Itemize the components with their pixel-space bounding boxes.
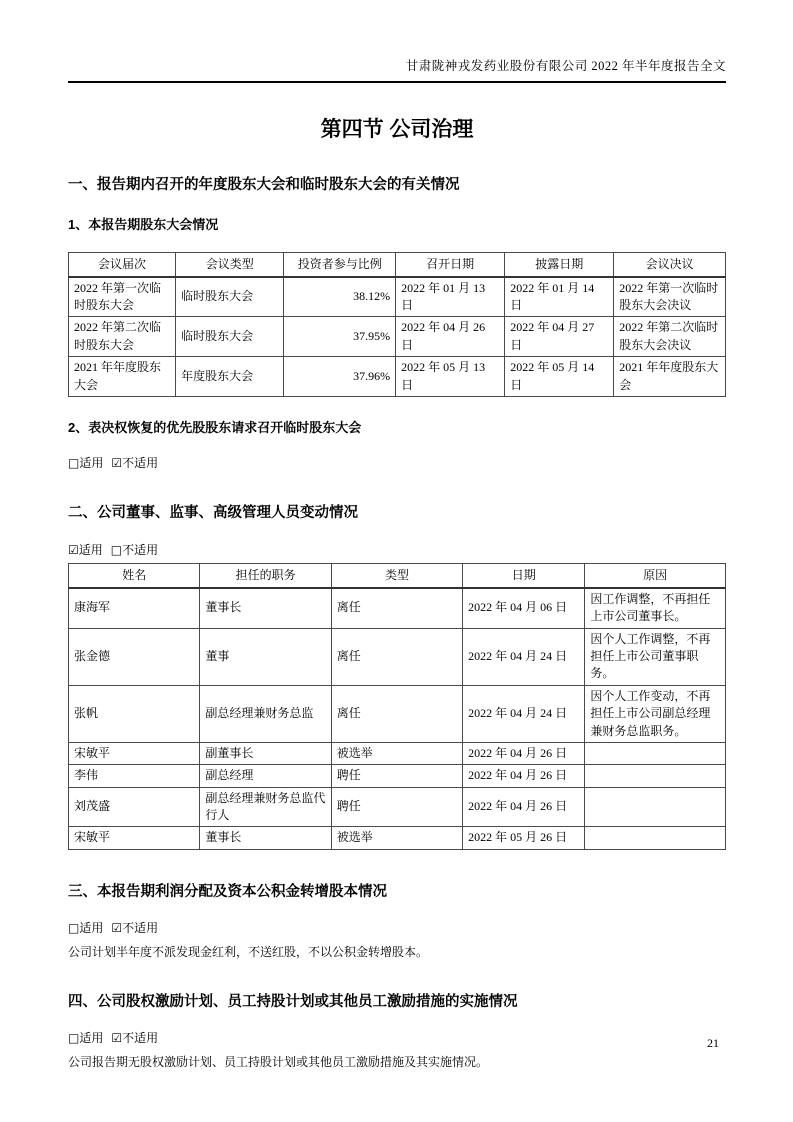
table-cell: 离任 (331, 588, 462, 628)
table-cell: 37.96% (284, 357, 396, 397)
page-number: 21 (707, 1036, 719, 1050)
checkbox-checked-icon: ☑ (68, 543, 79, 558)
table-cell: 2022 年第一次临时股东大会决议 (614, 277, 726, 317)
management-changes-table (68, 563, 726, 850)
table-cell: 2022 年 04 月 26 日 (463, 765, 585, 787)
table-cell: 董事长 (200, 588, 331, 628)
table-row (69, 588, 726, 628)
table-row (69, 787, 726, 827)
table-cell: 因工作调整，不再担任上市公司董事长。 (585, 588, 726, 628)
section-heading-3: 三、本报告期利润分配及资本公积金转增股本情况 (68, 883, 387, 900)
table-cell: 张帆 (69, 685, 200, 742)
table-cell (585, 827, 726, 849)
table-cell: 2022 年 05 月 14 日 (505, 357, 614, 397)
report-header: 甘肃陇神戎发药业股份有限公司 2022 年半年度报告全文 (68, 56, 726, 83)
table-cell: 离任 (331, 685, 462, 742)
checkbox-unchecked-icon: □ (110, 543, 123, 558)
not-applicable-label: 不适用 (122, 543, 159, 558)
col-header: 投资者参与比例 (284, 253, 396, 277)
col-header: 原因 (585, 564, 726, 588)
subsection-heading-1-1: 1、本报告期股东大会情况 (68, 217, 219, 232)
section-heading-4: 四、公司股权激励计划、员工持股计划或其他员工激励措施的实施情况 (68, 993, 518, 1010)
applicability-line (68, 541, 726, 558)
note-text: 公司计划半年度不派发现金红利，不送红股，不以公积金转增股本。 (68, 944, 429, 959)
table-cell: 因个人工作调整，不再担任上市公司董事职务。 (585, 628, 726, 685)
table-cell: 临时股东大会 (176, 317, 284, 357)
table-cell: 因个人工作变动，不再担任上市公司副总经理兼财务总监职务。 (585, 685, 726, 742)
table-cell: 临时股东大会 (176, 277, 284, 317)
table-cell: 2022 年 04 月 24 日 (463, 685, 585, 742)
checkbox-checked-icon: ☑ (111, 1030, 123, 1045)
shareholder-meetings-table (68, 252, 726, 397)
col-header: 会议决议 (614, 253, 726, 277)
table-row (69, 357, 726, 397)
table-cell: 2021 年年度股东大会 (614, 357, 726, 397)
col-header: 会议届次 (69, 253, 176, 277)
table-cell: 2022 年 04 月 26 日 (463, 742, 585, 764)
table-cell: 副总经理兼财务总监 (200, 685, 331, 742)
table-cell: 年度股东大会 (176, 357, 284, 397)
table-cell (585, 742, 726, 764)
table-row (69, 685, 726, 742)
not-applicable-label: 不适用 (122, 456, 159, 471)
table-cell: 2022 年 04 月 26 日 (463, 787, 585, 827)
table-row (69, 742, 726, 764)
table-cell (585, 765, 726, 787)
table-cell: 刘茂盛 (69, 787, 200, 827)
table-cell: 2022 年 04 月 24 日 (463, 628, 585, 685)
table-cell: 2021 年年度股东大会 (69, 357, 176, 397)
col-header: 召开日期 (396, 253, 505, 277)
page-title: 第四节 公司治理 (320, 118, 474, 141)
table-row (69, 277, 726, 317)
col-header: 日期 (463, 564, 585, 588)
note-text: 公司报告期无股权激励计划、员工持股计划或其他员工激励措施及其实施情况。 (68, 1054, 489, 1069)
col-header: 类型 (331, 564, 462, 588)
table-cell: 2022 年第一次临时股东大会 (69, 277, 176, 317)
table-cell: 2022 年 04 月 26 日 (396, 317, 505, 357)
table-row (69, 827, 726, 849)
table-cell: 2022 年 05 月 26 日 (463, 827, 585, 849)
applicability-line (68, 919, 726, 936)
table-cell: 副总经理 (200, 765, 331, 787)
col-header: 披露日期 (505, 253, 614, 277)
subsection-heading-1-2: 2、表决权恢复的优先股股东请求召开临时股东大会 (68, 420, 362, 436)
table-cell: 副董事长 (200, 742, 331, 764)
table-cell: 被选举 (331, 827, 462, 849)
table-cell: 李伟 (69, 765, 200, 787)
table-cell: 离任 (331, 628, 462, 685)
table-cell: 聘任 (331, 787, 462, 827)
table-cell: 宋敏平 (69, 827, 200, 849)
table-cell: 董事长 (200, 827, 331, 849)
checkbox-unchecked-icon: □ (68, 920, 80, 935)
checkbox-checked-icon: ☑ (111, 920, 123, 935)
table-cell: 康海军 (69, 588, 200, 628)
section-heading-1: 一、报告期内召开的年度股东大会和临时股东大会的有关情况 (68, 177, 460, 193)
applicable-label: 适用 (78, 543, 103, 558)
table-header-row (69, 253, 726, 277)
checkbox-checked-icon: ☑ (111, 456, 123, 471)
table-cell: 聘任 (331, 765, 462, 787)
table-cell: 被选举 (331, 742, 462, 764)
table-row (69, 765, 726, 787)
not-applicable-label: 不适用 (122, 920, 159, 935)
applicable-label: 适用 (79, 456, 104, 471)
table-row (69, 317, 726, 357)
table-cell: 38.12% (284, 277, 396, 317)
table-row (69, 628, 726, 685)
table-cell: 2022 年第二次临时股东大会决议 (614, 317, 726, 357)
applicable-label: 适用 (79, 1030, 104, 1045)
table-header-row (69, 564, 726, 588)
col-header: 姓名 (69, 564, 200, 588)
table-cell (585, 787, 726, 827)
table-cell: 宋敏平 (69, 742, 200, 764)
applicability-line (68, 1029, 726, 1046)
table-cell: 2022 年第二次临时股东大会 (69, 317, 176, 357)
table-cell: 37.95% (284, 317, 396, 357)
table-cell: 2022 年 01 月 14 日 (505, 277, 614, 317)
applicability-line (68, 454, 726, 471)
table-cell: 董事 (200, 628, 331, 685)
col-header: 担任的职务 (200, 564, 331, 588)
checkbox-unchecked-icon: □ (68, 1030, 80, 1045)
table-cell: 2022 年 05 月 13 日 (396, 357, 505, 397)
table-cell: 2022 年 04 月 06 日 (463, 588, 585, 628)
section-heading-2: 二、公司董事、监事、高级管理人员变动情况 (68, 505, 358, 522)
table-cell: 副总经理兼财务总监代行人 (200, 787, 331, 827)
applicable-label: 适用 (79, 920, 104, 935)
table-cell: 张金德 (69, 628, 200, 685)
checkbox-unchecked-icon: □ (68, 456, 80, 471)
not-applicable-label: 不适用 (122, 1030, 159, 1045)
table-cell: 2022 年 01 月 13 日 (396, 277, 505, 317)
col-header: 会议类型 (176, 253, 284, 277)
table-cell: 2022 年 04 月 27 日 (505, 317, 614, 357)
